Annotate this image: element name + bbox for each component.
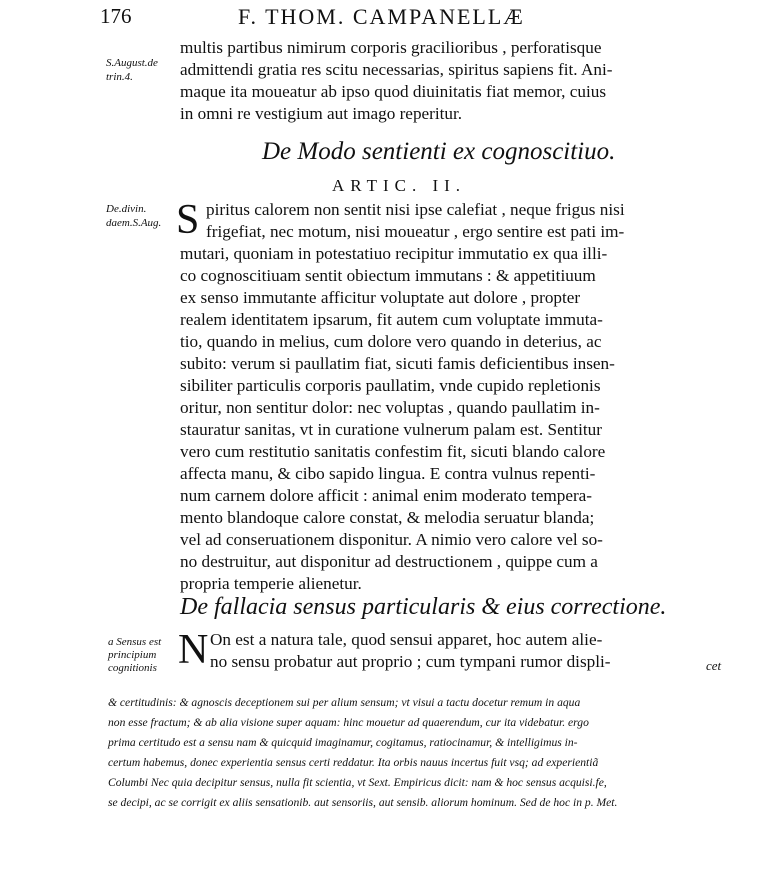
body-line: propria temperie alienetur. (180, 574, 362, 593)
body-line: subito: verum si paullatim fiat, sicuti famis deficientibus insen- (180, 354, 615, 373)
body-line: realem identitatem ipsarum, fit autem cum voluptate immuta- (180, 310, 603, 329)
body-line: tio, quando in melius, cum dolore vero quando in deterius, ac (180, 332, 602, 351)
note-line: non esse fractum; & ab alia visione super aquam: hinc mouetur ad quaerendum, cur ita videbatur. ergo (108, 716, 589, 729)
body-line: num carnem dolore afficit : animal enim moderato tempera- (180, 486, 593, 505)
body-line: sibiliter particulis corporis paullatim, vnde cupido repletionis (180, 376, 601, 395)
note-line: certum habemus, donec experientia sensus certi reddatur. Ita orbis nauus incertus fuit vsq; ad experientiã (108, 756, 599, 769)
margin-note-line: De.divin. (106, 203, 147, 215)
body-line: frigefiat, nec motum, nisi moueatur , ergo sentire est pati im- (206, 222, 625, 241)
body-line: ex senso immutante afficitur voluptate aut dolore , propter (180, 288, 581, 307)
body-line: On est a natura tale, quod sensui apparet, hoc autem alie- (210, 630, 603, 649)
catchword: cet (706, 658, 722, 673)
body-line: maque ita moueatur ab ipso quod diuinitatis fiat memor, cuius (180, 82, 607, 101)
body-line: no sensu probatur aut proprio ; cum tympani rumor displi- (210, 652, 611, 671)
body-line: co cognoscitiuam sentit obiectum immutans : & appetitiuum (180, 266, 596, 285)
note-line: & certitudinis: & agnoscis deceptionem sui per alium sensum; vt visui a tactu docetur remum in aqua (108, 696, 581, 709)
running-title: F. THOM. CAMPANELLÆ (238, 4, 525, 29)
margin-note-line: S.August.de (106, 57, 158, 69)
note-line: prima certitudo est a sensu nam & quicquid imaginamur, cogitamus, ratiocinamur, & intelligimus in- (108, 736, 578, 749)
section-heading-fallacia: De fallacia sensus particularis & eius correctione. (180, 594, 667, 620)
body-line: vero cum restitutio sanitatis confestim fit, sicuti blando calore (180, 442, 606, 461)
body-line: oritur, non sentitur dolor: nec voluptas , quando paullatim in- (180, 398, 600, 417)
drop-cap-s: S (176, 197, 200, 243)
note-line: Columbi Nec quia decipitur sensus, nulla fit scientia, vt Sext. Empiricus dicit: nam & hoc sensus acquisi.fe, (108, 776, 607, 789)
margin-note-augustine (106, 56, 158, 84)
margin-note-line: daem.S.Aug. (106, 217, 162, 229)
body-line: no destruitur, aut disponitur ad destructionem , quippe cum a (180, 552, 598, 571)
body-line: stauratur sanitas, vt in curatione vulnerum palam est. Sentitur (180, 420, 602, 439)
body-line: piritus calorem non sentit nisi ipse calefiat , neque frigus nisi (206, 200, 625, 219)
article-label: ARTIC. II. (332, 176, 467, 195)
body-line: multis partibus nimirum corporis gracilioribus , perforatisque (180, 38, 602, 57)
margin-note-sensus (108, 636, 161, 675)
margin-note-line: a Sensus est (108, 636, 162, 648)
drop-cap-n: N (178, 627, 209, 673)
body-line: mutari, quoniam in potestatiuo recipitur immutatio ex qua illi- (180, 244, 608, 263)
margin-note-line: trin.4. (106, 71, 133, 83)
section-heading-modo-sentienti: De Modo sentienti ex cognoscitiuo. (262, 138, 616, 165)
margin-note-divin (106, 202, 161, 230)
body-line: mento blandoque calore constat, & melodia seruatur blanda; (180, 508, 595, 527)
body-line: in omni re vestigium aut imago reperitur. (180, 104, 463, 123)
margin-note-line: cognitionis (108, 662, 157, 674)
body-line: vel ad conseruationem disponitur. A nimio vero calore vel so- (180, 530, 603, 549)
body-line: admittendi gratia res scitu necessarias, spiritus sapiens fit. Ani- (180, 60, 613, 79)
margin-note-line: principium (108, 649, 157, 661)
note-line: se decipi, ac se corrigit ex aliis sensationib. aut sensoriis, aut sensib. aliorum hominum. Sed de hoc in p. Met. (108, 796, 618, 809)
body-line: affecta manu, & cibo sapido lingua. E contra vulnus repenti- (180, 464, 596, 483)
page-number: 176 (100, 4, 132, 28)
